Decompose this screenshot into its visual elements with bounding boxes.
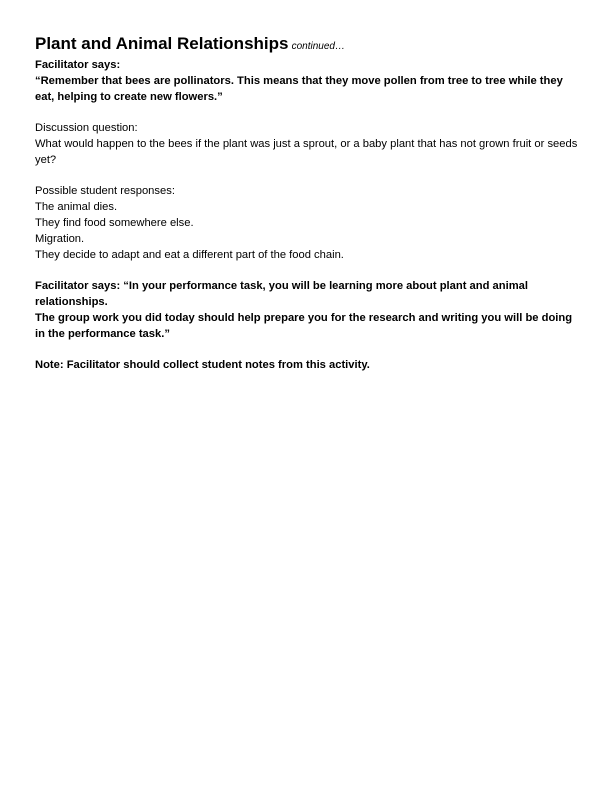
responses-section — [35, 184, 580, 263]
facilitator-closing-label: Facilitator says: — [35, 280, 121, 293]
facilitator-intro-quote: “Remember that bees are pollinators. This means that they move pollen from tree to tree while they eat, helping to create new flowers.” — [35, 74, 563, 103]
responses-label: Possible student responses: — [35, 185, 175, 198]
response-item: They decide to adapt and eat a different part of the food chain. — [35, 248, 344, 261]
response-item: The animal dies. — [35, 201, 118, 214]
spacer — [35, 105, 580, 121]
spacer — [35, 342, 580, 358]
facilitator-closing-line2: The group work you did today should help prepare you for the research and writing you will be doing in the performance task.” — [35, 311, 573, 340]
discussion-section — [35, 121, 580, 168]
facilitator-intro-section — [35, 58, 580, 105]
page-title: Plant and Animal Relationships — [35, 34, 289, 53]
facilitator-closing-line1: “In your performance task, you will be learning more about plant and animal relationships. — [35, 280, 528, 308]
page-heading — [35, 33, 580, 58]
discussion-label: Discussion question: — [35, 122, 138, 135]
facilitator-closing-section — [35, 279, 580, 342]
discussion-question: What would happen to the bees if the plant was just a sprout, or a baby plant that has not grown fruit or seeds yet? — [35, 137, 578, 166]
response-item: They find food somewhere else. — [35, 216, 194, 229]
spacer — [35, 169, 580, 185]
spacer — [35, 263, 580, 279]
facilitator-intro-label: Facilitator says: — [35, 59, 121, 71]
facilitator-note: Note: Facilitator should collect student notes from this activity. — [35, 359, 370, 372]
facilitator-closing-first — [35, 279, 580, 311]
document-page — [35, 33, 580, 374]
page-subtitle: continued… — [291, 41, 345, 52]
response-item: Migration. — [35, 232, 85, 245]
